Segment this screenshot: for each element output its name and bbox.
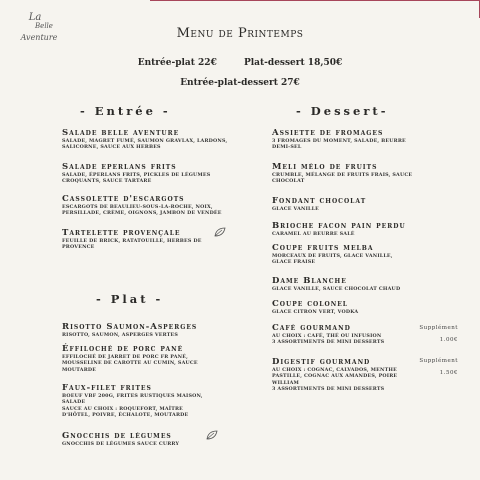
item-description: GLACE VANILLE <box>272 206 320 212</box>
menu-item <box>272 299 442 315</box>
leaf-icon <box>214 227 226 237</box>
leaf-icon <box>206 430 218 440</box>
item-description: AU CHOIX : CAFÉ, THÉ OU INFUSION <box>272 333 382 339</box>
menu-item <box>62 128 232 151</box>
item-name: Cassolette d'escargots <box>62 194 185 204</box>
item-name: Risotto Saumon-Asperges <box>62 322 198 332</box>
price-entree-plat-dessert: Entrée-plat-dessert 27€ <box>180 78 300 88</box>
item-name: Faux-filet frites <box>62 383 152 393</box>
item-name: Brioche facon pain perdu <box>272 221 406 231</box>
price-entree-plat: Entrée-plat 22€ <box>137 58 217 68</box>
logo-line-2: Belle <box>35 22 53 30</box>
item-description: ESCARGOTS DE BEAULIEU-SOUS-LA-ROCHE, NOIX, PERSILLADE, CRÈME, OIGNONS, JAMBON DE VENDÉE <box>62 204 222 217</box>
menu-item <box>62 194 242 217</box>
item-description: GLACE CITRON VERT, VODKA <box>272 309 359 315</box>
top-border <box>0 0 480 14</box>
menu-item <box>62 228 222 251</box>
item-name: Salade eperlans frits <box>62 162 177 172</box>
item-description: GLACE VANILLE, SAUCE CHOCOLAT CHAUD <box>272 286 401 292</box>
menu-item <box>62 344 212 373</box>
price-line-2 <box>0 78 480 88</box>
item-description-secondary: 3 ASSORTIMENTS DE MINI DESSERTS <box>272 386 385 393</box>
item-name: Éffiloché de porc pané <box>62 344 184 354</box>
logo-line-1: La <box>28 12 42 23</box>
item-name: Fondant chocolat <box>272 196 367 206</box>
menu-item <box>62 383 212 419</box>
item-name: Coupe fruits melba <box>272 243 374 253</box>
supplement-label: Supplément <box>419 358 458 364</box>
item-description: BOEUF VBF 200G, FRITES RUSTIQUES MAISON, SALADE <box>62 393 203 406</box>
item-description: RISOTTO, SAUMON, ASPERGES VERTES <box>62 332 179 338</box>
menu-item <box>272 357 407 393</box>
item-description: 3 FROMAGES DU MOMENT, SALADE, BEURRE DEMI-SEL <box>272 138 406 151</box>
price-plat-dessert: Plat-dessert 18,50€ <box>243 58 343 68</box>
menu-item <box>272 221 462 237</box>
item-description: CRUMBLE, MÉLANGE DE FRUITS FRAIS, SAUCE CHOCOLAT <box>272 172 413 185</box>
menu-title: Menu de Printemps <box>176 26 304 41</box>
item-description: EFFILOCHÉ DE JARRET DE PORC FR PANÉ, MOUSSELINE DE CAROTTE AU CUMIN, SAUCE MOUTARDE <box>62 354 198 373</box>
item-description: MORCEAUX DE FRUITS, GLACE VANILLE, GLACE FRAISE <box>272 253 393 266</box>
item-name: Café gourmand <box>272 323 351 333</box>
item-description-secondary: SAUCE AU CHOIX : ROQUEFORT, MAÎTRE D'HÔTEL, POIVRE, ÉCHALOTE, MOUTARDE <box>62 405 189 419</box>
menu-item <box>272 323 402 346</box>
menu-item <box>272 128 422 151</box>
section-dessert: - Dessert- <box>296 104 389 118</box>
item-description-secondary: 3 ASSORTIMENTS DE MINI DESSERTS <box>272 339 385 346</box>
item-name: Dame Blanche <box>272 276 347 286</box>
item-name: Assiette de fromages <box>272 128 384 138</box>
menu-item <box>62 431 212 447</box>
supplement-1 <box>419 322 458 346</box>
supplement-label: Supplément <box>419 325 458 331</box>
item-name: Digestif gourmand <box>272 357 371 367</box>
item-name: Tartelette provençale <box>62 228 181 238</box>
section-entree: - Entrée - <box>80 104 171 118</box>
menu-item <box>272 196 442 212</box>
section-plat: - Plat - <box>96 292 164 306</box>
menu-item <box>272 276 442 292</box>
item-description: FEUILLE DE BRICK, RATATOUILLE, HERBES DE PROVENCE <box>62 238 202 251</box>
price-line-1 <box>0 58 480 68</box>
item-name: Meli mélo de fruits <box>272 162 378 172</box>
menu-item <box>62 322 232 338</box>
menu-item <box>62 162 232 185</box>
menu-item <box>272 162 422 185</box>
item-description: AU CHOIX : COGNAC, CALVADOS, MENTHE PASTILLE, COGNAC AUX AMANDES, POIRE WILLIAM <box>272 367 398 386</box>
supplement-price: 1.00€ <box>439 337 458 343</box>
item-description: SALADE, ÉPERLANS FRITS, PICKLES DE LÉGUMES CROQUANTS, SAUCE TARTARE <box>62 172 211 185</box>
item-name: Coupe colonel <box>272 299 348 309</box>
item-description: SALADE, MAGRET FUMÉ, SAUMON GRAVLAX, LARDONS, SALICORNE, SAUCE AUX HERBES <box>62 138 228 151</box>
item-description: CARAMEL AU BEURRE SALÉ <box>272 231 355 237</box>
logo-line-3: Aventure <box>20 33 58 42</box>
menu-item <box>272 243 412 266</box>
supplement-2 <box>419 355 458 379</box>
item-name: Salade belle aventure <box>62 128 180 138</box>
supplement-price: 1.50€ <box>439 370 458 376</box>
item-description: GNOCCHIS DE LÉGUMES SAUCE CURRY <box>62 441 180 447</box>
item-name: Gnocchis de légumes <box>62 431 172 441</box>
